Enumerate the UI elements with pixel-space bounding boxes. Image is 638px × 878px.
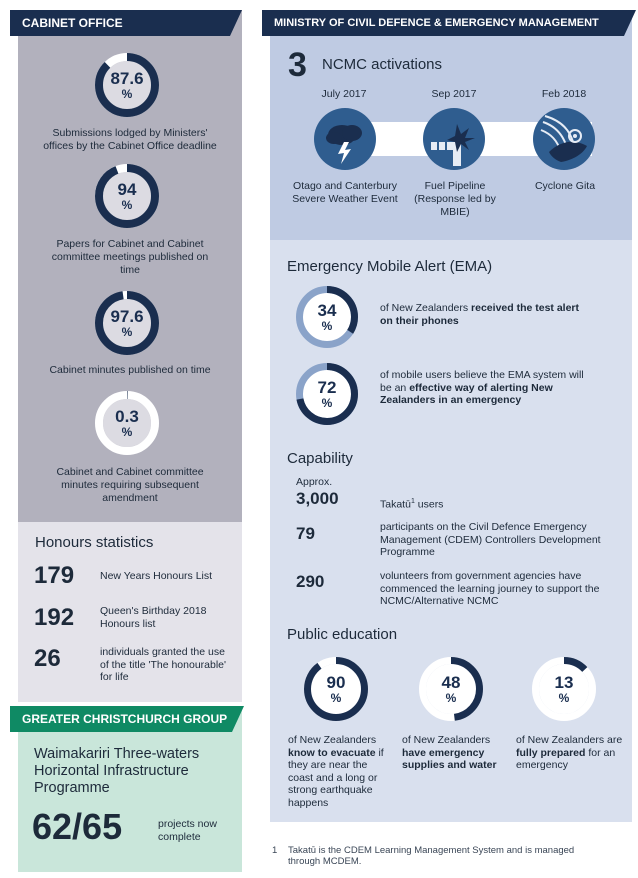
cabinet-office-header <box>10 10 230 36</box>
percent-sign: % <box>121 324 133 339</box>
honours-title: Honours statistics <box>35 534 154 551</box>
capability-title: Capability <box>287 450 353 467</box>
cabinet-stat-ring <box>94 290 160 356</box>
capability-label: participants on the Civil Defence Emergency Management (CDEM) Controllers Development Programme <box>380 521 601 558</box>
christchurch-programme: Waimakariri Three-waters Horizontal Infrastructure Programme <box>34 746 200 796</box>
capability-number: 290 <box>296 572 325 591</box>
civil-defence-header <box>262 10 624 36</box>
percent-sign: % <box>121 86 133 101</box>
ema-stat-text: of mobile users believe the EMA system will be an effective way of alerting New Zealanders in an emergency <box>380 369 584 406</box>
pipeline-burst-icon <box>423 108 485 170</box>
education-stat-ring <box>531 656 597 722</box>
storm-cloud-icon <box>314 108 376 170</box>
activations-count: 3 <box>288 46 307 84</box>
education-stat-text: of New Zealanders are fully prepared for an emergency <box>516 734 623 771</box>
honours-number: 192 <box>34 604 75 631</box>
percent-sign: % <box>321 318 333 333</box>
cabinet-stat-caption: Cabinet and Cabinet committee minutes requiring subsequent amendment <box>56 466 204 504</box>
ema-stat-value: 72 <box>317 377 337 397</box>
cabinet-stat-caption: Papers for Cabinet and Cabinet committee meetings published on time <box>51 238 209 276</box>
event-date: Feb 2018 <box>541 88 587 100</box>
public-education-title: Public education <box>287 626 398 643</box>
christchurch-header <box>10 706 232 732</box>
education-stat-text: of New Zealanders know to evacuate if they are near the coast and a long or strong earthquake happens <box>288 734 384 809</box>
cabinet-stat-value: 0.3 <box>115 406 139 426</box>
capability-approx: Approx. <box>296 476 333 488</box>
christchurch-label: projects now complete <box>158 818 217 843</box>
education-stat-ring <box>303 656 369 722</box>
percent-sign: % <box>445 690 457 705</box>
education-stat-value: 13 <box>554 672 574 692</box>
event-caption: Fuel Pipeline (Response led by MBIE) <box>414 180 496 218</box>
footnote-text: Takatū is the CDEM Learning Management System and is managed through MCDEM. <box>288 845 575 867</box>
capability-number: 79 <box>296 524 315 543</box>
education-stat-ring <box>418 656 484 722</box>
cabinet-stat-value: 87.6 <box>110 68 144 88</box>
event-caption: Cyclone Gita <box>534 180 596 192</box>
honours-number: 26 <box>34 645 61 672</box>
ema-stat-text: of New Zealanders received the test alert on their phones <box>380 302 580 327</box>
activations-label: NCMC activations <box>322 56 443 73</box>
percent-sign: % <box>121 197 133 212</box>
capability-number: 3,000 <box>296 489 339 508</box>
percent-sign: % <box>121 424 133 439</box>
footnote-ref: 1 <box>410 498 415 505</box>
footnote-marker: 1 <box>272 845 278 856</box>
percent-sign: % <box>558 690 570 705</box>
cabinet-stat-ring <box>94 52 160 118</box>
cabinet-stat-value: 94 <box>117 179 137 199</box>
capability-label: volunteers from government agencies have commenced the learning journey to support the NCMC/Alternative NCMC <box>380 570 600 607</box>
education-stat-value: 48 <box>441 672 461 692</box>
event-date: Sep 2017 <box>431 88 477 100</box>
christchurch-number: 62/65 <box>32 806 123 847</box>
cabinet-stat-caption: Cabinet minutes published on time <box>49 364 211 376</box>
event-date: July 2017 <box>321 88 367 100</box>
cabinet-stat-value: 97.6 <box>110 306 144 326</box>
cabinet-stat-ring <box>94 163 160 229</box>
education-stat-text: of New Zealanders have emergency supplies and water <box>402 734 497 771</box>
honours-label: Queen's Birthday 2018 Honours list <box>100 605 207 630</box>
event-caption: Otago and Canterbury Severe Weather Event <box>292 180 398 205</box>
honours-label: individuals granted the use of the title 'The honourable' for life <box>100 646 227 683</box>
ema-stat-ring <box>295 285 359 349</box>
christchurch-header-text: GREATER CHRISTCHURCH GROUP <box>22 712 228 726</box>
cyclone-wave-icon <box>533 108 595 170</box>
ema-title: Emergency Mobile Alert (EMA) <box>287 258 493 275</box>
percent-sign: % <box>330 690 342 705</box>
ema-stat-value: 34 <box>317 300 337 320</box>
education-stat-value: 90 <box>326 672 346 692</box>
civil-defence-header-text: MINISTRY OF CIVIL DEFENCE & EMERGENCY MANAGEMENT <box>274 17 599 29</box>
cabinet-stat-ring <box>94 390 160 456</box>
capability-label: Takatū$^1$ users <box>380 498 444 511</box>
ema-stat-ring <box>295 362 359 426</box>
cabinet-stat-caption: Submissions lodged by Ministers' offices by the Cabinet Office deadline <box>43 127 217 152</box>
percent-sign: % <box>321 395 333 410</box>
honours-number: 179 <box>34 562 75 589</box>
cabinet-office-header-text: CABINET OFFICE <box>22 16 123 30</box>
honours-label: New Years Honours List <box>100 570 213 582</box>
